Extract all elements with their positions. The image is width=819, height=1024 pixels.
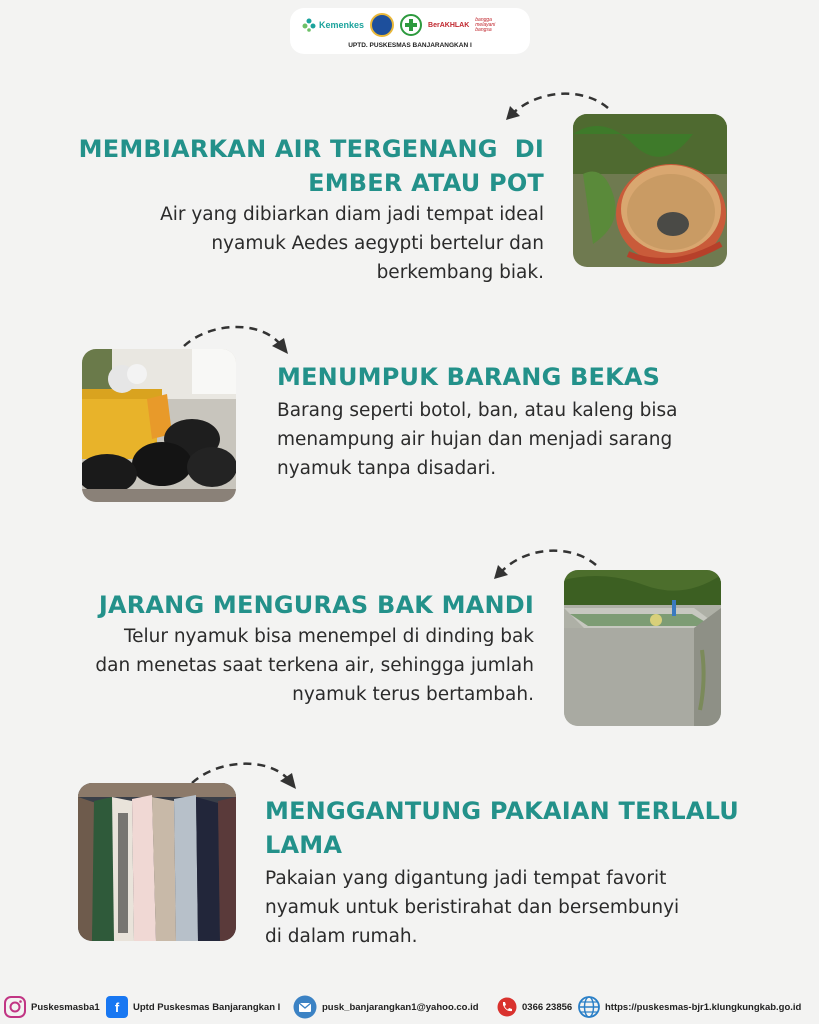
section-description-line: Telur nyamuk bisa menempel di dinding bak xyxy=(123,626,534,647)
email-icon xyxy=(293,995,317,1019)
section-description-line: dan menetas saat terkena air, sehingga jumlah xyxy=(95,655,534,676)
section-description-line: nyamuk terus bertambah. xyxy=(292,684,534,705)
bangga-melayani-logo: bangga melayani bangsa xyxy=(475,16,496,33)
section-description-line: Air yang dibiarkan diam jadi tempat ideal xyxy=(160,204,544,225)
email-address: pusk_banjarangkan1@yahoo.co.id xyxy=(322,1001,479,1013)
website-url: https://puskesmas-bjr1.klungkungkab.go.id xyxy=(605,1001,802,1013)
puskesmas-cross-icon xyxy=(400,14,422,36)
phone-icon xyxy=(497,997,517,1017)
section-title: MENUMPUK BARANG BEKAS xyxy=(277,363,661,391)
section-bathtub xyxy=(20,588,534,709)
instagram-icon xyxy=(4,996,26,1018)
organization-name: UPTD. PUSKESMAS BANJARANGKAN I xyxy=(348,42,472,49)
logo-row xyxy=(302,12,507,38)
phone-number: 0366 23856 xyxy=(522,1001,573,1013)
kemenkes-label: Kemenkes xyxy=(319,20,365,30)
kemenkes-icon xyxy=(302,18,316,32)
section-hanging-clothes xyxy=(265,794,805,951)
section-description-line: Barang seperti botol, ban, atau kaleng bisa xyxy=(277,400,678,421)
berakhlak-logo: BerAKHLAK xyxy=(428,21,470,29)
facebook-icon: f xyxy=(106,996,128,1018)
section-stagnant-water xyxy=(60,132,544,287)
facebook-contact[interactable] xyxy=(106,996,280,1018)
facebook-name: Uptd Puskesmas Banjarangkan I xyxy=(133,1001,281,1013)
section-used-items xyxy=(277,360,777,483)
section-description-line: berkembang biak. xyxy=(376,262,544,283)
section-description-line: nyamuk tanpa disadari. xyxy=(277,458,497,479)
globe-icon xyxy=(578,996,600,1018)
section-title-line2: EMBER ATAU POT xyxy=(308,169,544,197)
regency-seal-icon xyxy=(370,13,394,37)
section-description-line: nyamuk Aedes aegypti bertelur dan xyxy=(211,233,544,254)
instagram-handle: Puskesmasba1 xyxy=(31,1001,100,1013)
section-description-line: menampung air hujan dan menjadi sarang xyxy=(277,429,673,450)
section-description-line: Pakaian yang digantung jadi tempat favorit xyxy=(265,868,667,889)
bucket-water-photo xyxy=(573,114,727,267)
section-description-line: di dalam rumah. xyxy=(265,926,418,947)
section-description-line: nyamuk untuk beristirahat dan bersembunyi xyxy=(265,897,680,918)
water-tank-photo xyxy=(564,570,721,726)
section-title: MENGGANTUNG PAKAIAN TERLALU LAMA xyxy=(265,797,739,859)
hanging-clothes-photo xyxy=(78,783,236,941)
section-title: JARANG MENGURAS BAK MANDI xyxy=(98,591,534,619)
website-contact[interactable] xyxy=(578,996,801,1018)
phone-contact[interactable] xyxy=(497,997,572,1017)
garbage-pile-photo xyxy=(82,349,236,502)
instagram-contact[interactable] xyxy=(4,996,100,1018)
footer-contact-bar xyxy=(0,990,819,1024)
header-logo-bar xyxy=(290,8,530,54)
section-title: MEMBIARKAN AIR TERGENANG DI xyxy=(78,135,544,163)
kemenkes-logo xyxy=(302,18,364,32)
email-contact[interactable] xyxy=(293,995,479,1019)
